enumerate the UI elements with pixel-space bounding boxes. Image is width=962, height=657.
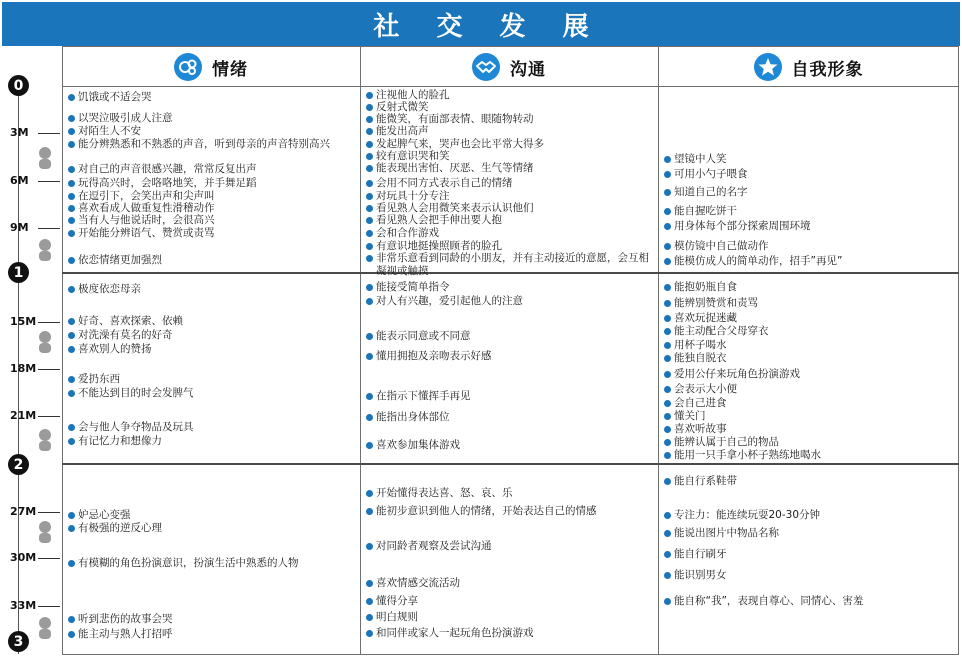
list-item: 能辨认属于自己的物品 bbox=[664, 436, 950, 449]
list-item: 能发出高声 bbox=[366, 125, 652, 138]
month-label: 6M bbox=[10, 174, 29, 187]
list-item: 对玩具十分专注 bbox=[366, 190, 652, 203]
list-item: 懂关门 bbox=[664, 410, 950, 423]
emotion-column bbox=[62, 0, 360, 657]
list-item: 对同龄者观察及尝试沟通 bbox=[366, 540, 652, 553]
list-item: 反射式微笑 bbox=[366, 101, 652, 114]
year-marker: 0 bbox=[8, 75, 29, 96]
list-item: 能接受简单指令 bbox=[366, 281, 652, 294]
list-item: 对自己的声音很感兴趣，常常反复出声 bbox=[68, 163, 354, 176]
column-title: 自我形象 bbox=[791, 59, 864, 80]
list-item: 以哭泣吸引成人注意 bbox=[68, 112, 354, 125]
list-item: 极度依恋母亲 bbox=[68, 283, 354, 296]
list-item: 可用小勺子喂食 bbox=[664, 168, 950, 181]
column-title: 沟通 bbox=[510, 59, 546, 80]
year-marker: 3 bbox=[8, 631, 29, 652]
list-item: 知道自己的名字 bbox=[664, 186, 950, 199]
list-item: 能指出身体部位 bbox=[366, 411, 652, 424]
list-item: 对人有兴趣，爱引起他人的注意 bbox=[366, 295, 652, 308]
list-item: 看见熟人会把手伸出要人抱 bbox=[366, 214, 652, 227]
list-item: 喜欢玩捉迷藏 bbox=[664, 312, 950, 325]
list-item: 饥饿或不适会哭 bbox=[68, 91, 354, 104]
list-item: 喜欢别人的赞扬 bbox=[68, 343, 354, 356]
list-item: 较有意识哭和笑 bbox=[366, 150, 652, 163]
list-item: 注视他人的脸孔 bbox=[366, 89, 652, 102]
list-item: 喜欢参加集体游戏 bbox=[366, 439, 652, 452]
column-title: 情绪 bbox=[212, 59, 248, 80]
list-item: 能主动配合父母穿衣 bbox=[664, 325, 950, 338]
list-item: 能初步意识到他人的情绪，开始表达自己的情感 bbox=[366, 505, 652, 518]
list-item: 能自称“我”，表现自尊心、同情心、害羞 bbox=[664, 595, 950, 608]
list-item: 会与他人争夺物品及玩具 bbox=[68, 421, 354, 434]
list-item: 能表现出害怕、厌恶、生气等情绪 bbox=[366, 162, 652, 175]
month-tick bbox=[38, 512, 60, 513]
list-item: 看见熟人会用微笑来表示认识他们 bbox=[366, 202, 652, 215]
list-item: 能表示同意或不同意 bbox=[366, 330, 652, 343]
list-item: 有模糊的角色扮演意识，扮演生活中熟悉的人物 bbox=[68, 557, 354, 570]
month-tick bbox=[38, 228, 60, 229]
list-item: 对陌生人不安 bbox=[68, 125, 354, 138]
baby-figure-icon bbox=[35, 330, 55, 356]
list-item: 好奇、喜欢探索、依赖 bbox=[68, 315, 354, 328]
list-item: 明白规则 bbox=[366, 611, 652, 624]
list-item: 会和合作游戏 bbox=[366, 227, 652, 240]
month-label: 21M bbox=[10, 409, 37, 422]
list-item: 玩得高兴时，会咯咯地笑，并手舞足蹈 bbox=[68, 177, 354, 190]
month-label: 3M bbox=[10, 126, 29, 139]
list-item: 会用不同方式表示自己的情绪 bbox=[366, 177, 652, 190]
baby-figure-icon bbox=[35, 616, 55, 642]
list-item: 在指示下懂挥手再见 bbox=[366, 390, 652, 403]
list-item: 有意识地挺操照顾者的脸孔 bbox=[366, 240, 652, 253]
list-item: 懂得分享 bbox=[366, 595, 652, 608]
year-marker: 1 bbox=[8, 262, 29, 283]
list-item: 会自己进食 bbox=[664, 397, 950, 410]
list-item: 能用一只手拿小杯子熟练地喝水 bbox=[664, 449, 950, 462]
list-item: 爱扔东西 bbox=[68, 373, 354, 386]
month-label: 30M bbox=[10, 551, 37, 564]
list-item: 非常乐意看到同龄的小朋友，并有主动接近的意愿，会互相凝视或触摸 bbox=[366, 252, 652, 277]
list-item: 用身体每个部分探索周围环境 bbox=[664, 220, 950, 233]
list-item: 爱用公仔来玩角色扮演游戏 bbox=[664, 368, 950, 381]
list-item: 懂用拥抱及亲吻表示好感 bbox=[366, 350, 652, 363]
month-tick bbox=[38, 416, 60, 417]
year-marker: 2 bbox=[8, 454, 29, 475]
list-item: 能辨别赞赏和责骂 bbox=[664, 297, 950, 310]
self-image-column bbox=[658, 0, 959, 657]
month-tick bbox=[38, 181, 60, 182]
baby-figure-icon bbox=[35, 146, 55, 172]
list-item: 能自行系鞋带 bbox=[664, 475, 950, 488]
month-label: 15M bbox=[10, 315, 37, 328]
list-item: 不能达到目的时会发脾气 bbox=[68, 387, 354, 400]
list-item: 能分辨熟悉和不熟悉的声音，听到母亲的声音特别高兴 bbox=[68, 138, 354, 151]
list-item: 能模仿成人的简单动作，招手”再见” bbox=[664, 255, 950, 268]
list-item: 发起脾气来，哭声也会比平常大得多 bbox=[366, 138, 652, 151]
baby-figure-icon bbox=[35, 428, 55, 454]
month-tick bbox=[38, 606, 60, 607]
list-item: 能微笑，有面部表情、眼随物转动 bbox=[366, 113, 652, 126]
month-tick bbox=[38, 558, 60, 559]
list-item: 妒忌心变强 bbox=[68, 509, 354, 522]
list-item: 会表示大小便 bbox=[664, 383, 950, 396]
list-item: 能识别男女 bbox=[664, 569, 950, 582]
list-item: 开始懂得表达喜、怒、哀、乐 bbox=[366, 487, 652, 500]
list-item: 能自握吃饼干 bbox=[664, 205, 950, 218]
list-item: 喜欢听故事 bbox=[664, 423, 950, 436]
month-tick bbox=[38, 133, 60, 134]
list-item: 对洗澡有莫名的好奇 bbox=[68, 329, 354, 342]
month-tick bbox=[38, 369, 60, 370]
list-item: 能主动与熟人打招呼 bbox=[68, 628, 354, 641]
list-item: 模仿镜中自己做动作 bbox=[664, 240, 950, 253]
month-label: 27M bbox=[10, 505, 37, 518]
age-timeline bbox=[0, 46, 62, 657]
baby-figure-icon bbox=[35, 520, 55, 546]
list-item: 听到悲伤的故事会哭 bbox=[68, 613, 354, 626]
month-tick bbox=[38, 322, 60, 323]
month-label: 9M bbox=[10, 221, 29, 234]
list-item: 有记忆力和想像力 bbox=[68, 435, 354, 448]
list-item: 望镜中人笑 bbox=[664, 153, 950, 166]
list-item: 有极强的逆反心理 bbox=[68, 522, 354, 535]
list-item: 能独自脱衣 bbox=[664, 352, 950, 365]
list-item: 和同伴或家人一起玩角色扮演游戏 bbox=[366, 627, 652, 640]
list-item: 能自行刷牙 bbox=[664, 548, 950, 561]
list-item: 能说出图片中物品名称 bbox=[664, 527, 950, 540]
list-item: 开始能分辨语气、赞赏或责骂 bbox=[68, 227, 354, 240]
list-item: 在逗引下，会笑出声和尖声叫 bbox=[68, 190, 354, 203]
list-item: 喜欢情感交流活动 bbox=[366, 577, 652, 590]
baby-figure-icon bbox=[35, 238, 55, 264]
month-label: 33M bbox=[10, 599, 37, 612]
list-item: 依恋情绪更加强烈 bbox=[68, 254, 354, 267]
list-item: 当有人与他说话时，会很高兴 bbox=[68, 214, 354, 227]
list-item: 喜欢看成人做重复性滑稽动作 bbox=[68, 202, 354, 215]
month-label: 18M bbox=[10, 362, 37, 375]
list-item: 能抱奶瓶自食 bbox=[664, 281, 950, 294]
list-item: 专注力：能连续玩耍20-30分钟 bbox=[664, 509, 950, 522]
list-item: 用杯子喝水 bbox=[664, 339, 950, 352]
page-title: 社 交 发 展 bbox=[373, 11, 603, 42]
communication-column bbox=[360, 0, 658, 657]
